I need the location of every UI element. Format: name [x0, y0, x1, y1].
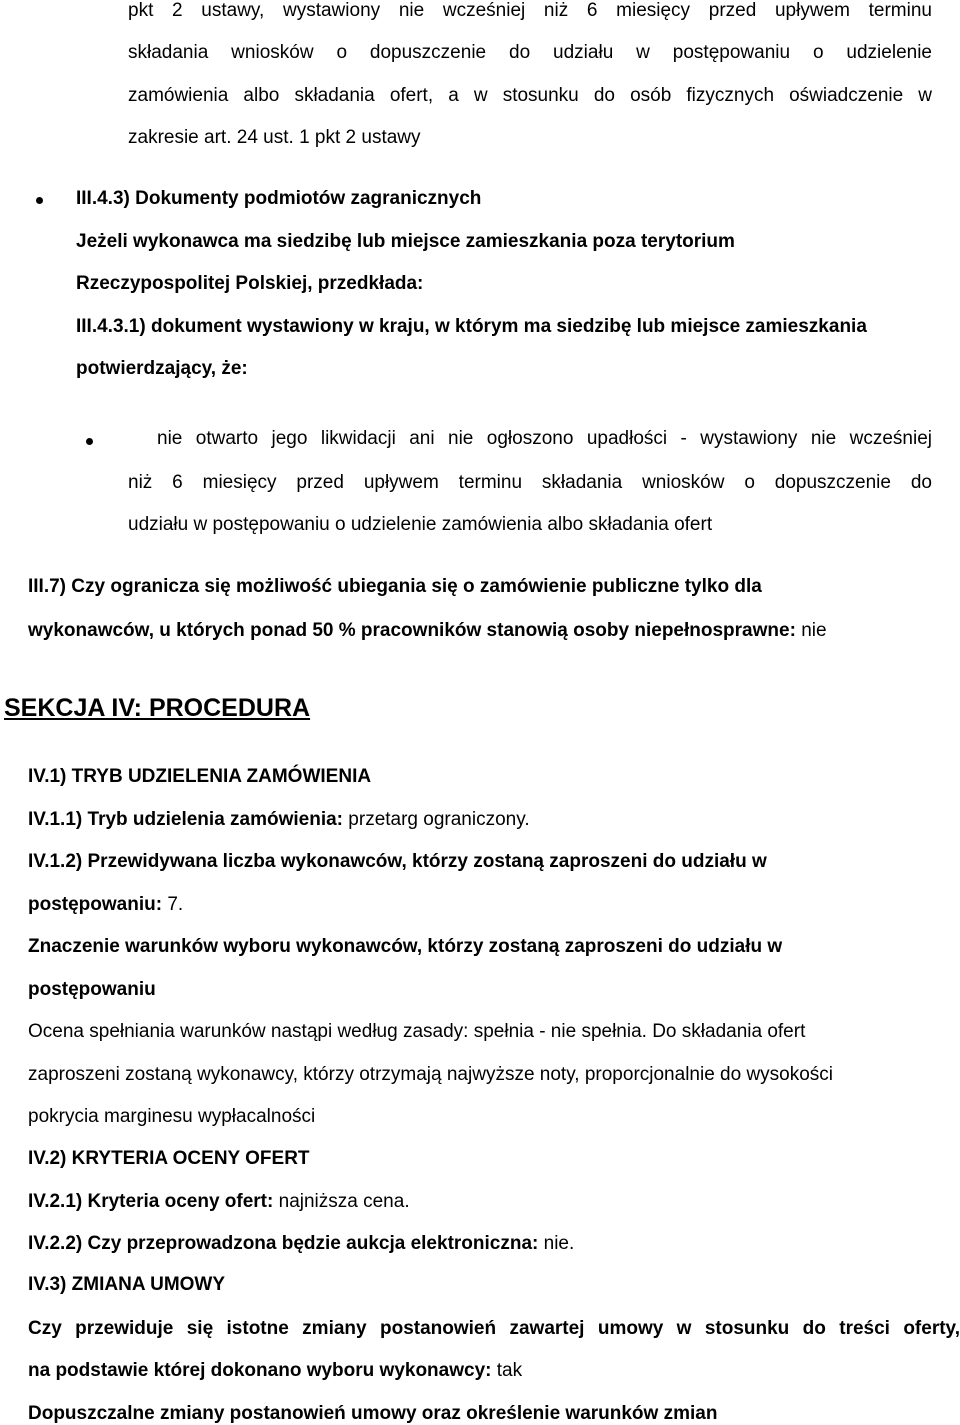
- heading: IV.2) KRYTERIA OCENY OFERT: [28, 1148, 310, 1169]
- text-line: Dopuszczalne zmiany postanowień umowy oraz określenie warunków zmian: [28, 1403, 718, 1424]
- heading: IV.1) TRYB UDZIELENIA ZAMÓWIENIA: [28, 766, 372, 787]
- text-line: potwierdzający, że:: [76, 358, 248, 379]
- text-line: III.4.3.1) dokument wystawiony w kraju, w którym ma siedzibę lub miejsce zamieszkania: [76, 316, 867, 337]
- text-line: pokrycia marginesu wypłacalności: [28, 1106, 316, 1127]
- text-line: udziału w postępowaniu o udzielenie zamówienia albo składania ofert: [128, 514, 713, 535]
- text-line: Rzeczypospolitej Polskiej, przedkłada:: [76, 273, 424, 294]
- text-line: Czy przewiduje się istotne zmiany postanowień zawartej umowy w stosunku do treści oferty,: [28, 1318, 960, 1339]
- section-title: SEKCJA IV: PROCEDURA: [4, 694, 311, 722]
- heading: III.4.3) Dokumenty podmiotów zagranicznych: [76, 188, 482, 209]
- text-line: zamówienia albo składania ofert, a w stosunku do osób fizycznych oświadczenie w: [128, 85, 932, 106]
- text-line: postępowaniu: 7.: [28, 894, 184, 915]
- text-line: pkt 2 ustawy, wystawiony nie wcześniej niż 6 miesięcy przed upływem terminu: [128, 0, 932, 21]
- text-line: na podstawie której dokonano wyboru wykonawcy: tak: [28, 1360, 523, 1381]
- text-line: III.7) Czy ogranicza się możliwość ubiegania się o zamówienie publiczne tylko dla: [28, 576, 762, 597]
- text-line: IV.2.2) Czy przeprowadzona będzie aukcja elektroniczna: nie.: [28, 1233, 575, 1254]
- text-line: zakresie art. 24 ust. 1 pkt 2 ustawy: [128, 127, 421, 148]
- text-line: zaproszeni zostaną wykonawcy, którzy otrzymają najwyższe noty, proporcjonalnie do wysokości: [28, 1064, 834, 1085]
- text-line: Ocena spełniania warunków nastąpi według zasady: spełnia - nie spełnia. Do składania ofert: [28, 1021, 806, 1042]
- text-line: IV.1.1) Tryb udzielenia zamówienia: przetarg ograniczony.: [28, 809, 530, 830]
- text-line: IV.2.1) Kryteria oceny ofert: najniższa cena.: [28, 1191, 410, 1212]
- bullet-icon: [36, 197, 43, 204]
- text-line: wykonawców, u których ponad 50 % pracowników stanowią osoby niepełnosprawne: nie: [28, 620, 827, 641]
- heading: IV.3) ZMIANA UMOWY: [28, 1274, 226, 1295]
- text-line: IV.1.2) Przewidywana liczba wykonawców, którzy zostaną zaproszeni do udziału w: [28, 851, 767, 872]
- bullet-icon: [86, 438, 93, 445]
- text-line: Znaczenie warunków wyboru wykonawców, którzy zostaną zaproszeni do udziału w: [28, 936, 783, 957]
- text-line: nie otwarto jego likwidacji ani nie ogłoszono upadłości - wystawiony nie wcześniej: [157, 428, 932, 449]
- text-line: postępowaniu: [28, 979, 156, 1000]
- text-line: składania wniosków o dopuszczenie do udziału w postępowaniu o udzielenie: [128, 42, 932, 63]
- text-line: Jeżeli wykonawca ma siedzibę lub miejsce zamieszkania poza terytorium: [76, 231, 735, 252]
- text-line: niż 6 miesięcy przed upływem terminu składania wniosków o dopuszczenie do: [128, 472, 932, 493]
